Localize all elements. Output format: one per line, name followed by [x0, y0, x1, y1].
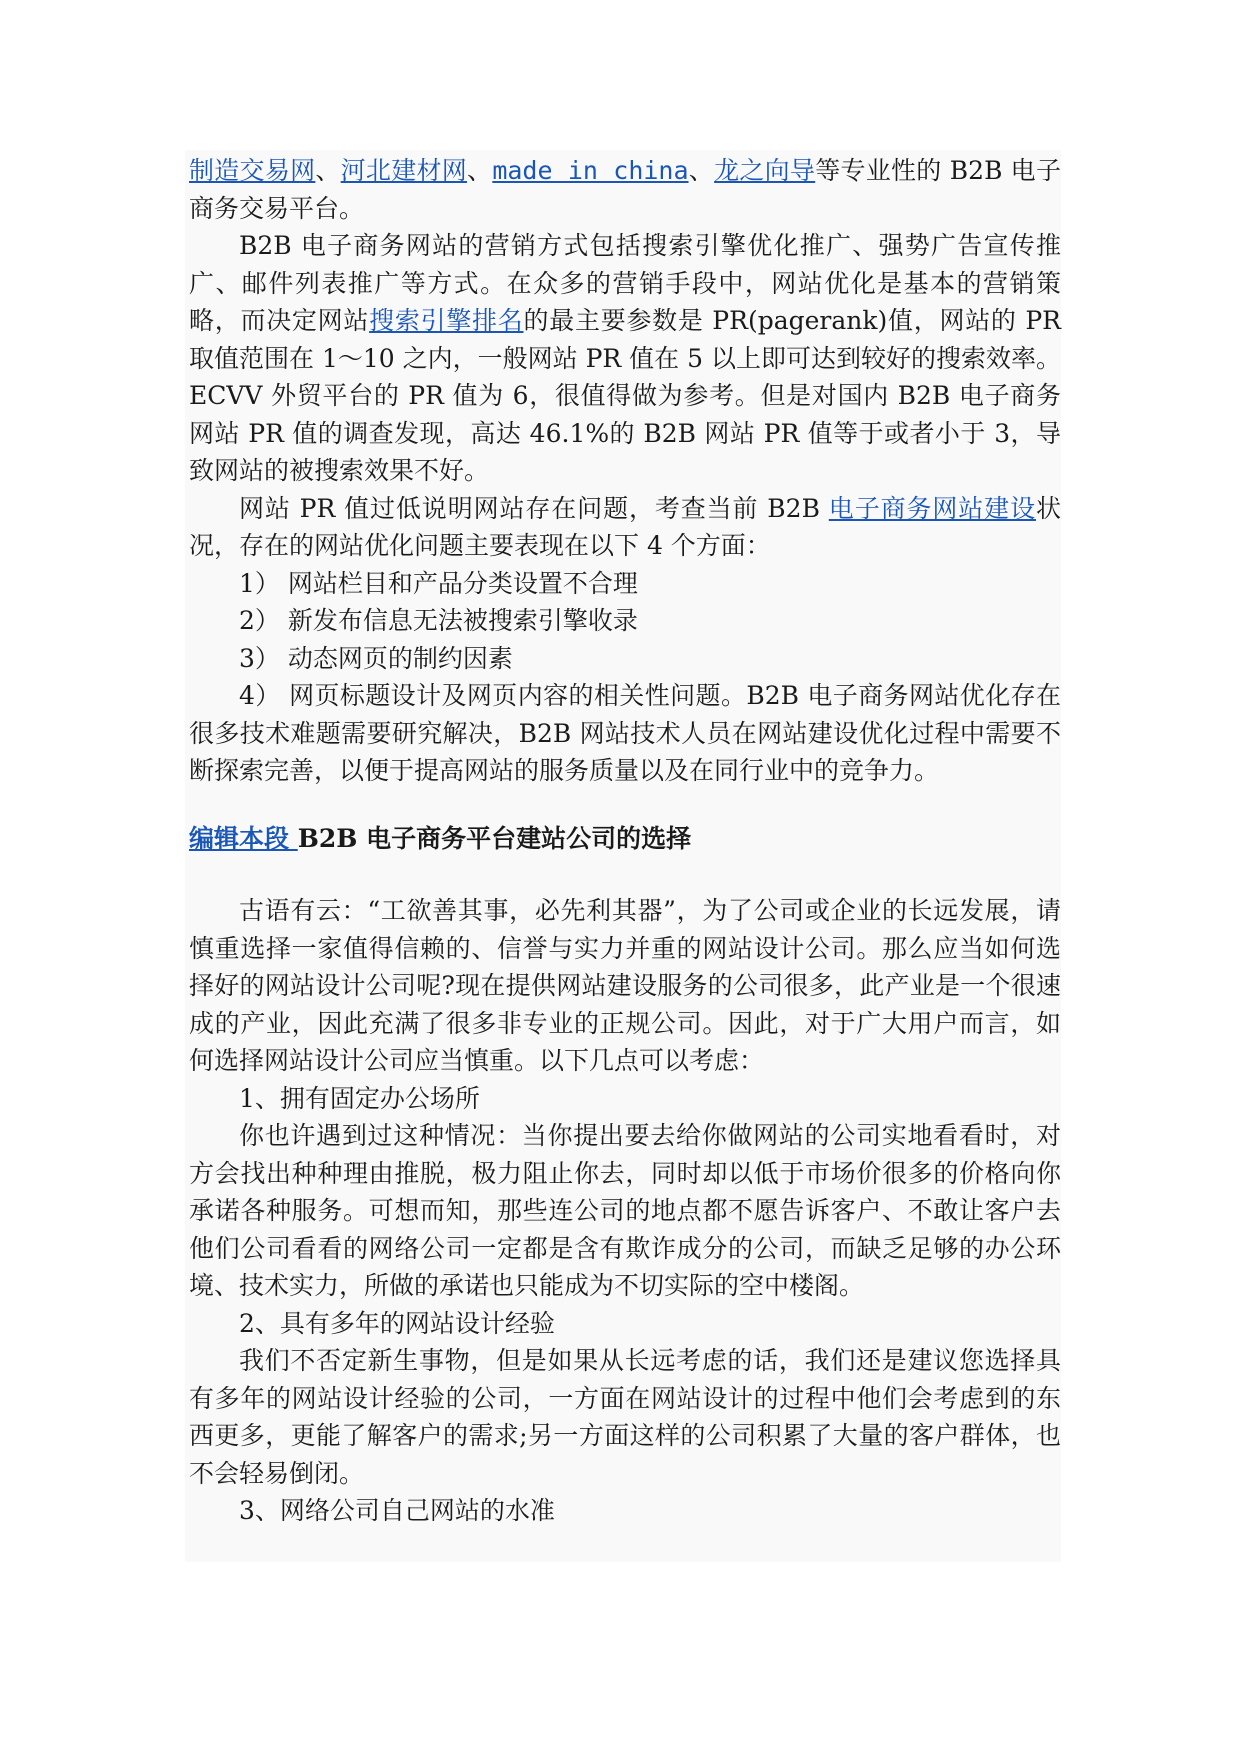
link-zhizao-jiaoyi[interactable]: 制造交易网	[189, 156, 316, 185]
point-body-2: 我们不否定新生事物，但是如果从长远考虑的话，我们还是建议您选择具有多年的网站设计经验的公司，一方面在网站设计的过程中他们会考虑到的东西更多，更能了解客户的需求;另一方面这样的公司积累了大量的客户群体，也不会轻易倒闭。	[189, 1346, 1061, 1488]
link-search-engine-ranking[interactable]: 搜索引擎排名	[369, 306, 524, 335]
marketing-paragraph	[189, 227, 1061, 490]
pr-problem-paragraph	[189, 490, 1061, 565]
body-paragraph-intro: 古语有云：“工欲善其事，必先利其器”，为了公司或企业的长远发展，请慎重选择一家值得信赖的、信誉与实力并重的网站设计公司。那么应当如何选择好的网站设计公司呢?现在提供网站建设服务的公司很多，此产业是一个很速成的产业，因此充满了很多非专业的正规公司。因此，对于广大用户而言，如何选择网站设计公司应当慎重。以下几点可以考虑：	[189, 896, 1061, 1075]
section-heading	[189, 820, 1061, 858]
issue-item-3: 3） 动态网页的制约因素	[239, 643, 513, 673]
point-heading-1: 1、拥有固定办公场所	[239, 1083, 480, 1113]
edit-section-link[interactable]: 编辑本段	[189, 823, 298, 853]
link-hebei-jiancai[interactable]: 河北建材网	[340, 156, 468, 185]
link-made-in-china[interactable]: made in china	[492, 156, 689, 185]
link-long-zhi-xiangdao[interactable]: 龙之向导	[714, 156, 816, 185]
pr-text-before: 网站 PR 值过低说明网站存在问题，考查当前 B2B	[239, 493, 829, 523]
point-heading-2: 2、具有多年的网站设计经验	[239, 1308, 555, 1338]
marketing-text-after: 的最主要参数是 PR(pagerank)值，网站的 PR 取值范围在 1～10 之内，一般网站 PR 值在 5 以上即可达到较好的搜索效率。ECVV 外贸平台的 PR 值为 6，很值得做为参考。但是对国内 B2B 电子商务网站 PR 值的调查发现，高达 46.1%的 B2B 网站 PR 值等于或者小于 3，导致网站的被搜索效果不好。	[189, 306, 1061, 485]
document-body	[189, 152, 1061, 1530]
intro-tail: 等专业性的 B2B 电子商务交易平台。	[189, 156, 1061, 223]
section-title: B2B 电子商务平台建站公司的选择	[297, 823, 692, 853]
issue-item-4: 4） 网页标题设计及网页内容的相关性问题。B2B 电子商务网站优化存在很多技术难题需要研究解决，B2B 网站技术人员在网站建设优化过程中需要不断探索完善，以便于提高网站的服务质量以及在同行业中的竞争力。	[189, 681, 1061, 785]
point-heading-3: 3、网络公司自己网站的水准	[239, 1496, 555, 1525]
link-ecommerce-site-building[interactable]: 电子商务网站建设	[828, 493, 1036, 523]
pr-text-after: 状况，存在的网站优化问题主要表现在以下 4 个方面：	[189, 493, 1061, 560]
issue-item-1: 1） 网站栏目和产品分类设置不合理	[239, 568, 638, 598]
marketing-text-before: B2B 电子商务网站的营销方式包括搜索引擎优化推广、强势广告宣传推广、邮件列表推广等方式。在众多的营销手段中，网站优化是基本的营销策略，而决定网站	[189, 231, 1061, 335]
intro-paragraph	[189, 152, 1061, 227]
separator: 、	[467, 156, 493, 185]
issue-item-2: 2） 新发布信息无法被搜索引擎收录	[239, 606, 638, 635]
separator: 、	[315, 156, 341, 185]
point-body-1: 你也许遇到过这种情况：当你提出要去给你做网站的公司实地看看时，对方会找出种种理由推脱，极力阻止你去，同时却以低于市场价很多的价格向你承诺各种服务。可想而知，那些连公司的地点都不愿告诉客户、不敢让客户去他们公司看看的网络公司一定都是含有欺诈成分的公司，而缺乏足够的办公环境、技术实力，所做的承诺也只能成为不切实际的空中楼阁。	[189, 1121, 1061, 1300]
separator: 、	[688, 156, 715, 185]
